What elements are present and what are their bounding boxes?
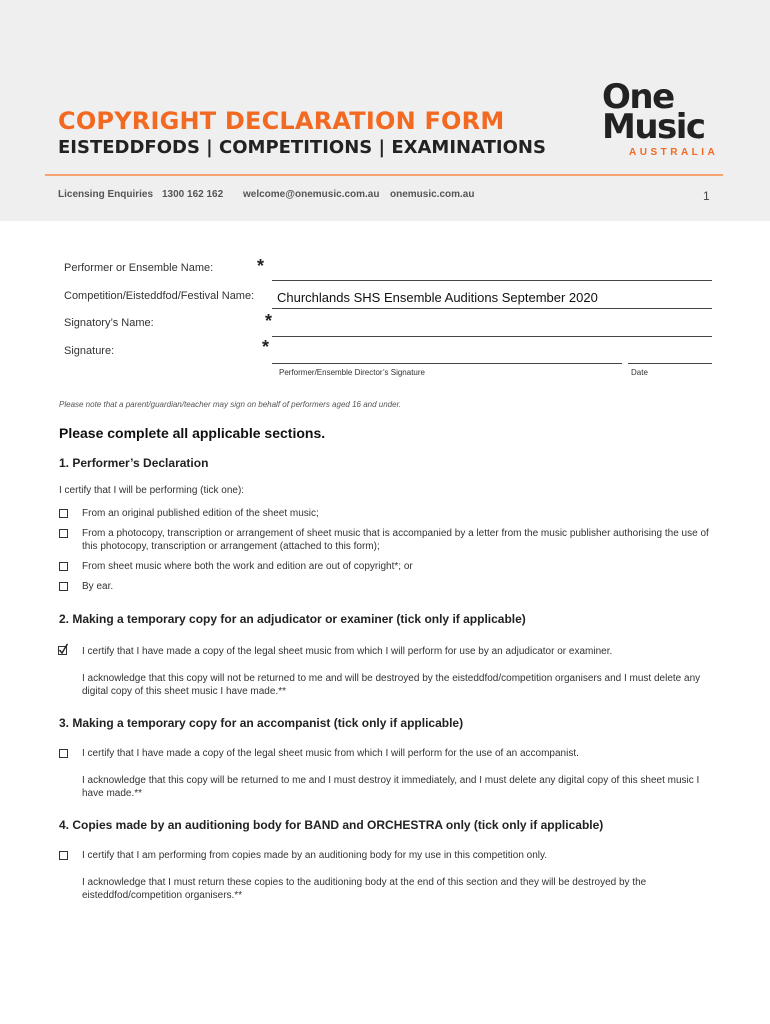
section1-option4-checkbox[interactable] bbox=[59, 582, 68, 591]
section3-acknowledgement: I acknowledge that this copy will be returned to me and I must destroy it immediately, and I must delete any digital copy of this sheet music I have made.** bbox=[82, 775, 700, 799]
section2-statement: I certify that I have made a copy of the legal sheet music from which I will perform for use by an adjudicator or examiner. bbox=[82, 646, 613, 657]
enquiries-website[interactable]: onemusic.com.au bbox=[390, 189, 475, 200]
date-sublabel: Date bbox=[631, 368, 648, 377]
form-subtitle: EISTEDDFODS | COMPETITIONS | EXAMINATIONS bbox=[58, 137, 546, 158]
enquiries-label: Licensing Enquiries bbox=[58, 189, 154, 200]
section2-heading: 2. Making a temporary copy for an adjudicator or examiner (tick only if applicable) bbox=[59, 612, 526, 626]
logo-music-text: Music bbox=[602, 107, 705, 147]
header-divider bbox=[45, 174, 723, 176]
section3-statement: I certify that I have made a copy of the legal sheet music from which I will perform for the use of an accompanist. bbox=[82, 748, 579, 759]
logo-one-text: One bbox=[602, 77, 674, 117]
signature-required-mark: * bbox=[262, 337, 270, 357]
section4-statement: I certify that I am performing from copies made by an auditioning body for my use in this competition only. bbox=[82, 850, 548, 861]
section1-option1-checkbox[interactable] bbox=[59, 509, 68, 518]
page-number: 1 bbox=[703, 189, 710, 203]
performer-name-field[interactable] bbox=[272, 280, 712, 281]
section4-acknowledgement: I acknowledge that I must return these copies to the auditioning body at the end of this section and they will be destroyed by the eisteddfod/competition organisers.** bbox=[82, 877, 647, 901]
section1-option4-text: By ear. bbox=[82, 581, 114, 592]
signatory-required-mark: * bbox=[265, 311, 273, 331]
section2-checkbox-checked-icon[interactable] bbox=[58, 643, 68, 655]
section1-intro: I certify that I will be performing (tick one): bbox=[59, 485, 245, 496]
competition-name-value[interactable]: Churchlands SHS Ensemble Auditions September 2020 bbox=[277, 290, 598, 305]
section1-option2-text: From a photocopy, transcription or arrangement of sheet music that is accompanied by a letter from the music publisher authorising the use of this photocopy, transcription or arrangement (attached to this form); bbox=[82, 528, 709, 552]
onemusic-logo bbox=[602, 77, 719, 160]
date-field[interactable] bbox=[628, 363, 712, 364]
section4-checkbox[interactable] bbox=[59, 851, 68, 860]
signatory-name-field[interactable] bbox=[272, 336, 712, 337]
section1-heading: 1. Performer’s Declaration bbox=[59, 456, 209, 470]
signature-sublabel: Performer/Ensemble Director’s Signature bbox=[279, 368, 425, 377]
signature-field[interactable] bbox=[272, 363, 622, 364]
section1-option2-checkbox[interactable] bbox=[59, 529, 68, 538]
competition-name-label: Competition/Eisteddfod/Festival Name: bbox=[64, 290, 255, 302]
signature-label: Signature: bbox=[64, 345, 115, 357]
guardian-note: Please note that a parent/guardian/teacher may sign on behalf of performers aged 16 and under. bbox=[59, 400, 402, 409]
section1-option3-text: From sheet music where both the work and edition are out of copyright*; or bbox=[82, 561, 413, 572]
main-heading: Please complete all applicable sections. bbox=[59, 425, 326, 441]
section1-option3-checkbox[interactable] bbox=[59, 562, 68, 571]
section2-acknowledgement: I acknowledge that this copy will not be returned to me and will be destroyed by the eisteddfod/competition organisers and I must delete any digital copy of this sheet music I have made.** bbox=[82, 673, 701, 697]
performer-required-mark: * bbox=[257, 256, 265, 276]
section4-heading: 4. Copies made by an auditioning body for BAND and ORCHESTRA only (tick only if applicable) bbox=[59, 818, 604, 832]
competition-name-field[interactable] bbox=[272, 308, 712, 309]
enquiries-phone[interactable]: 1300 162 162 bbox=[162, 189, 224, 200]
logo-australia-text: AUSTRALIA bbox=[629, 147, 719, 158]
section1-option1-text: From an original published edition of the sheet music; bbox=[82, 508, 319, 519]
performer-name-label: Performer or Ensemble Name: bbox=[64, 262, 214, 274]
signatory-name-label: Signatory’s Name: bbox=[64, 317, 154, 329]
enquiries-email[interactable]: welcome@onemusic.com.au bbox=[243, 189, 380, 200]
section3-checkbox[interactable] bbox=[59, 749, 68, 758]
header-band bbox=[0, 0, 770, 221]
form-title: COPYRIGHT DECLARATION FORM bbox=[58, 107, 505, 135]
section3-heading: 3. Making a temporary copy for an accompanist (tick only if applicable) bbox=[59, 716, 464, 730]
